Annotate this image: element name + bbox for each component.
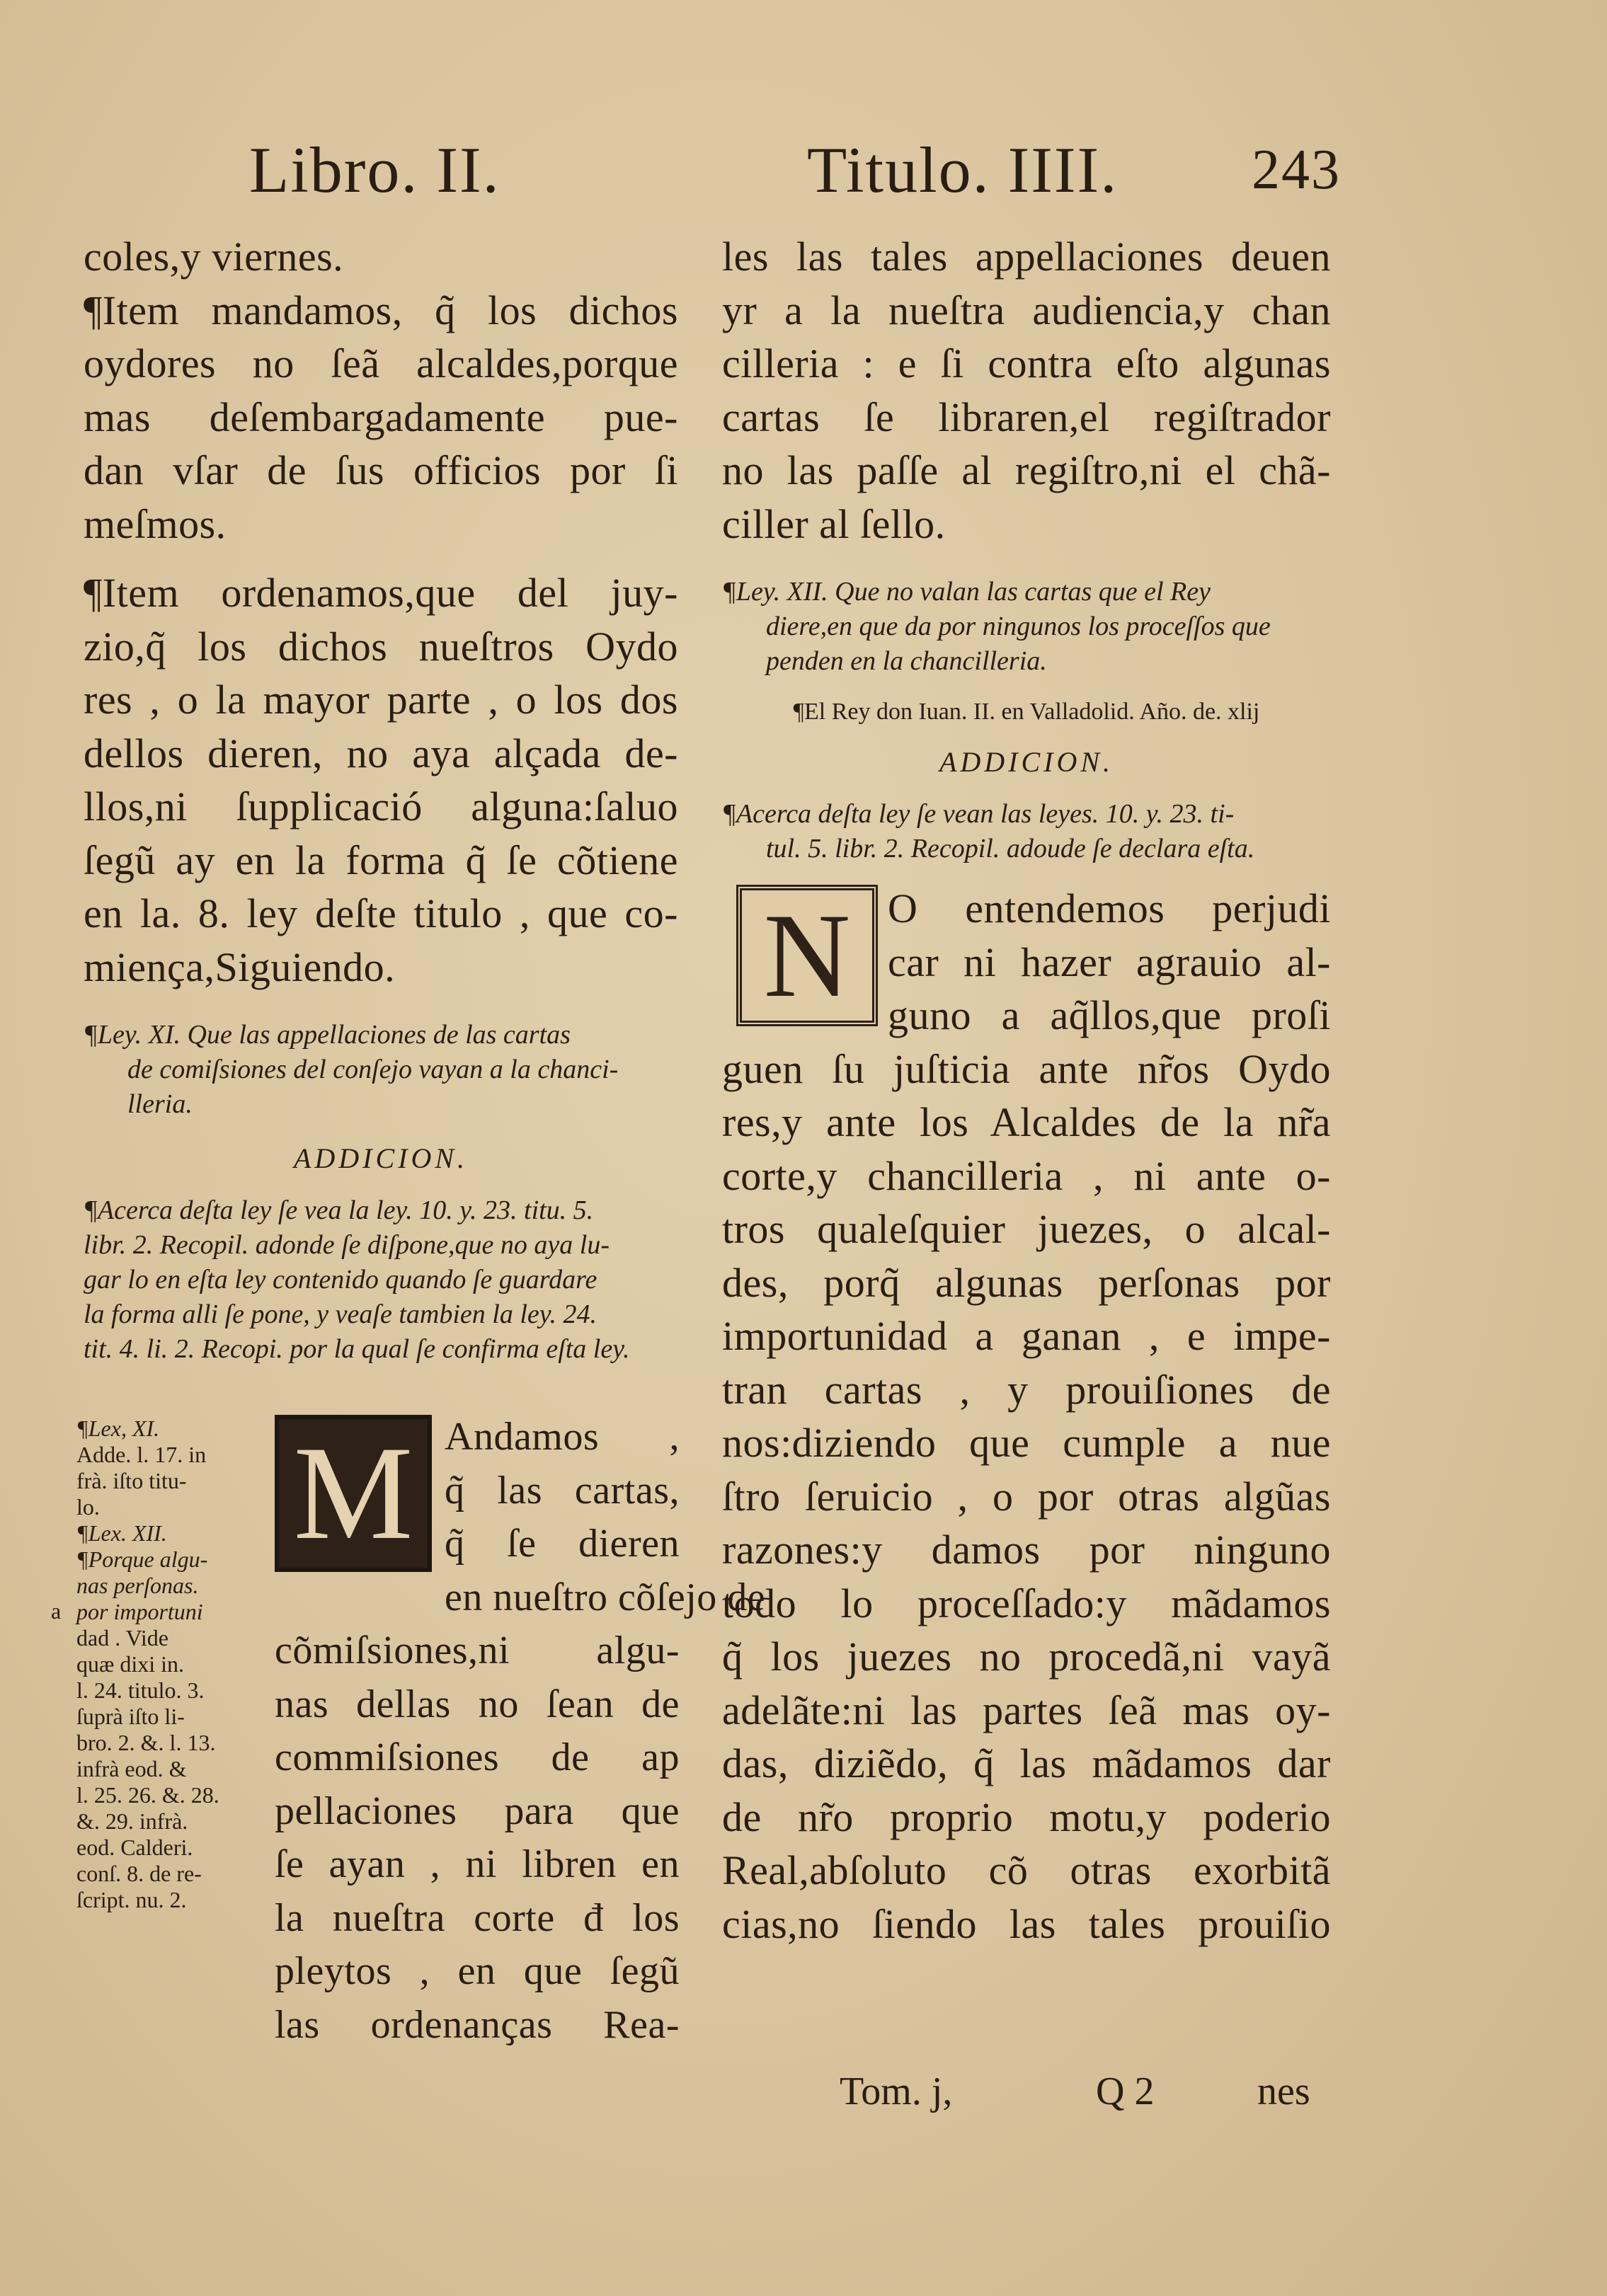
text-line: O entendemos perjudi xyxy=(888,885,1331,931)
text-line: cilleria : e ſi contra eſto algunas xyxy=(722,340,1331,386)
text-line: zio,q̃ los dichos nueſtros Oydo xyxy=(84,623,678,670)
fuero-source-line: ¶El Rey don Iuan. II. en Valladolid. Año. de. xlij xyxy=(793,699,1260,725)
margin-note-line: quæ dixi in. xyxy=(76,1651,185,1677)
text-line: ſegũ ay en la forma q̃ ſe cõtiene xyxy=(84,837,678,883)
addicion-line: la forma alli ſe pone, y veaſe tambien la ley. 24. xyxy=(84,1299,597,1329)
margin-note-line: lo. xyxy=(76,1494,100,1520)
law-title-line: de comiſsiones del conſejo vayan a la chanci- xyxy=(127,1055,619,1084)
text-line: las ordenanҫas Rea- xyxy=(275,2002,680,2047)
text-line: cias,no ſiendo las tales prouiſio xyxy=(722,1900,1331,1947)
text-line: commiſsiones de ap xyxy=(275,1735,680,1779)
margin-letter: a xyxy=(51,1598,62,1624)
addicion-line: libr. 2. Recopil. adonde ſe diſpone,que no aya lu- xyxy=(84,1230,610,1260)
text-line: en nueſtro cõſejo de xyxy=(445,1575,766,1619)
running-head-left: Libro. II. xyxy=(249,134,501,206)
left-paragraph-1 xyxy=(84,230,678,551)
text-line: adelãte:ni las partes ſeã mas oy- xyxy=(722,1687,1331,1733)
margin-note-line: ¶Lex. XII. xyxy=(76,1520,167,1546)
text-line: nos:diziendo que cumple a nue xyxy=(722,1420,1331,1466)
text-line: res,y ante los Alcaldes de la nr̃a xyxy=(722,1099,1331,1145)
text-line: corte,y chancilleria , ni ante o- xyxy=(722,1152,1331,1199)
text-line: Real,abſoluto cõ otras exorbitã xyxy=(722,1847,1331,1893)
margin-note-line: l. 24. titulo. 3. xyxy=(76,1677,205,1703)
text-line: guno a aq̃llos,que proſi xyxy=(888,992,1331,1038)
margin-note-line: eod. Calderi. xyxy=(76,1835,193,1860)
text-line: nas dellas no ſean de xyxy=(275,1682,680,1726)
margin-note-line: por importuni xyxy=(76,1599,203,1624)
text-line: tran cartas , y prouiſiones de xyxy=(722,1366,1331,1413)
law-title-line: diere,en que da por ningunos los proceſſos que xyxy=(766,612,1271,641)
right-law-text xyxy=(722,882,1331,1951)
ley-12-title xyxy=(722,575,1331,679)
text-line: meſmos. xyxy=(84,500,227,547)
decorated-initial-n: N xyxy=(736,885,878,1026)
text-line: les las tales appellaciones deuen xyxy=(722,234,1331,280)
text-line: guen ſu juſticia ante nr̃os Oydo xyxy=(722,1045,1331,1092)
spacer xyxy=(722,551,1331,575)
text-line: razones:y damos por ninguno xyxy=(722,1527,1331,1573)
text-line: cartas ſe libraren,el regiſtrador xyxy=(722,394,1331,440)
text-line: tros qualeſquier juezes, o alcal- xyxy=(722,1206,1331,1252)
margin-note-line: ¶Porque algu- xyxy=(76,1546,208,1572)
text-line: dellos dieren, no aya alçada de- xyxy=(84,730,678,776)
margin-note-line: conſ. 8. de re- xyxy=(76,1861,202,1886)
text-line: no las paſſe al regiſtro,ni el chã- xyxy=(722,447,1331,493)
addicion-heading: ADDICION. xyxy=(293,1142,469,1174)
law-title-line: penden en la chancilleria. xyxy=(766,646,1047,676)
text-line: ¶Item mandamos, q̃ los dichos xyxy=(84,287,678,333)
signature-mark: Q 2 xyxy=(1096,2070,1155,2113)
addicion-line: ¶Acerca deſta ley ſe vea la ley. 10. y. 23. titu. 5. xyxy=(84,1195,594,1225)
spacer xyxy=(722,866,1331,882)
text-line: res , o la mayor parte , o los dos xyxy=(84,677,678,723)
text-line: la nueſtra corte đ los xyxy=(275,1895,680,1940)
text-line: pellaciones para que xyxy=(275,1789,680,1833)
margin-note-line: ſuprà iſto li- xyxy=(76,1704,185,1729)
margin-note-line: l. 25. 26. &. 28. xyxy=(76,1782,219,1808)
margin-note-line: dad . Vide xyxy=(76,1625,168,1651)
ley-11-title xyxy=(84,1018,678,1122)
left-paragraph-2 xyxy=(84,566,678,994)
addicion-text xyxy=(84,1193,678,1367)
left-column xyxy=(84,230,678,1367)
spacer xyxy=(84,551,678,566)
text-line: dan vſar de ſus officios por ſi xyxy=(84,447,678,493)
law-title-line: ¶Ley. XII. Que no valan las cartas que el Rey xyxy=(722,577,1211,607)
law-title-line: lleria. xyxy=(127,1089,193,1119)
text-line: llos,ni ſupplicació alguna:ſaluo xyxy=(84,783,678,830)
margin-note-line: bro. 2. &. l. 13. xyxy=(76,1730,216,1755)
text-line: ſtro ſeruicio , o por otras algũas xyxy=(722,1473,1331,1520)
text-line: mienҫa,Siguiendo. xyxy=(84,943,396,990)
right-paragraph-1 xyxy=(722,230,1331,551)
right-column xyxy=(722,230,1331,1951)
text-line: importunidad a ganan , e impe- xyxy=(722,1313,1331,1359)
text-line: mas deſembargadamente pue- xyxy=(84,394,678,440)
margin-notes xyxy=(76,1416,253,1913)
text-line: Andamos , xyxy=(445,1415,680,1459)
addicion-line: tit. 4. li. 2. Recopi. por la qual ſe confirma eſta ley. xyxy=(84,1334,630,1364)
text-line: yr a la nueſtra audiencia,y chan xyxy=(722,287,1331,333)
text-line: q̃ las cartas, xyxy=(445,1468,680,1513)
margin-note-line: ¶Lex, XI. xyxy=(76,1416,160,1441)
addicion-line: gar lo en eſta ley contenido quando ſe guardare xyxy=(84,1265,597,1295)
text-line: todo lo proceſſado:y mãdamos xyxy=(722,1580,1331,1626)
addicion-heading: ADDICION. xyxy=(939,746,1114,778)
left-law-text xyxy=(275,1411,766,2052)
text-line: ſe ayan , ni libren en xyxy=(275,1842,680,1886)
addicion-text xyxy=(722,797,1331,866)
running-head-center: Titulo. IIII. xyxy=(807,134,1119,206)
text-line: q̃ ſe dieren xyxy=(445,1522,680,1566)
volume-mark: Tom. j, xyxy=(840,2070,953,2113)
text-line: des, porq̃ algunas perſonas por xyxy=(722,1259,1331,1306)
decorated-initial-m: M xyxy=(275,1415,432,1572)
text-line: q̃ los juezes no procedã,ni vayã xyxy=(722,1634,1331,1680)
text-line: cõmiſsiones,ni algu- xyxy=(275,1629,680,1672)
margin-note-line: &. 29. infrà. xyxy=(76,1808,188,1834)
running-head xyxy=(0,131,1607,216)
margin-note-line: Adde. l. 17. in xyxy=(76,1442,207,1467)
text-line: car ni hazer agrauio al- xyxy=(888,939,1331,985)
text-line: das, diziẽdo, q̃ las mãdamos dar xyxy=(722,1740,1331,1786)
addicion-line: ¶Acerca deſta ley ſe vean las leyes. 10. y. 23. ti- xyxy=(722,799,1235,829)
margin-note-line: nas perſonas. xyxy=(76,1573,199,1598)
text-line: ciller al ſello. xyxy=(722,500,946,547)
page-footer xyxy=(0,2065,1607,2122)
margin-note-line: ſcript. nu. 2. xyxy=(76,1887,187,1912)
margin-note-line: infrà eod. & xyxy=(76,1756,187,1781)
text-line: pleytos , en que ſegũ xyxy=(275,1949,680,1993)
addicion-line: tul. 5. libr. 2. Recopil. adoude ſe declara eſta. xyxy=(766,834,1255,863)
text-line: en la. 8. ley deſte titulo , que co- xyxy=(84,890,678,936)
law-title-line: ¶Ley. XI. Que las appellaciones de las cartas xyxy=(84,1020,571,1050)
text-line: oydores no ſeã alcaldes,porque xyxy=(84,340,678,386)
page-number: 243 xyxy=(1252,139,1341,201)
spacer xyxy=(84,994,678,1018)
text-line: de nr̃o proprio motu,y poderio xyxy=(722,1793,1331,1840)
text-line: coles,y viernes. xyxy=(84,234,344,280)
margin-note-line: frà. iſto titu- xyxy=(76,1468,187,1493)
text-line: ¶Item ordenamos,que del juy- xyxy=(84,570,678,616)
catchword: nes xyxy=(1257,2070,1310,2113)
